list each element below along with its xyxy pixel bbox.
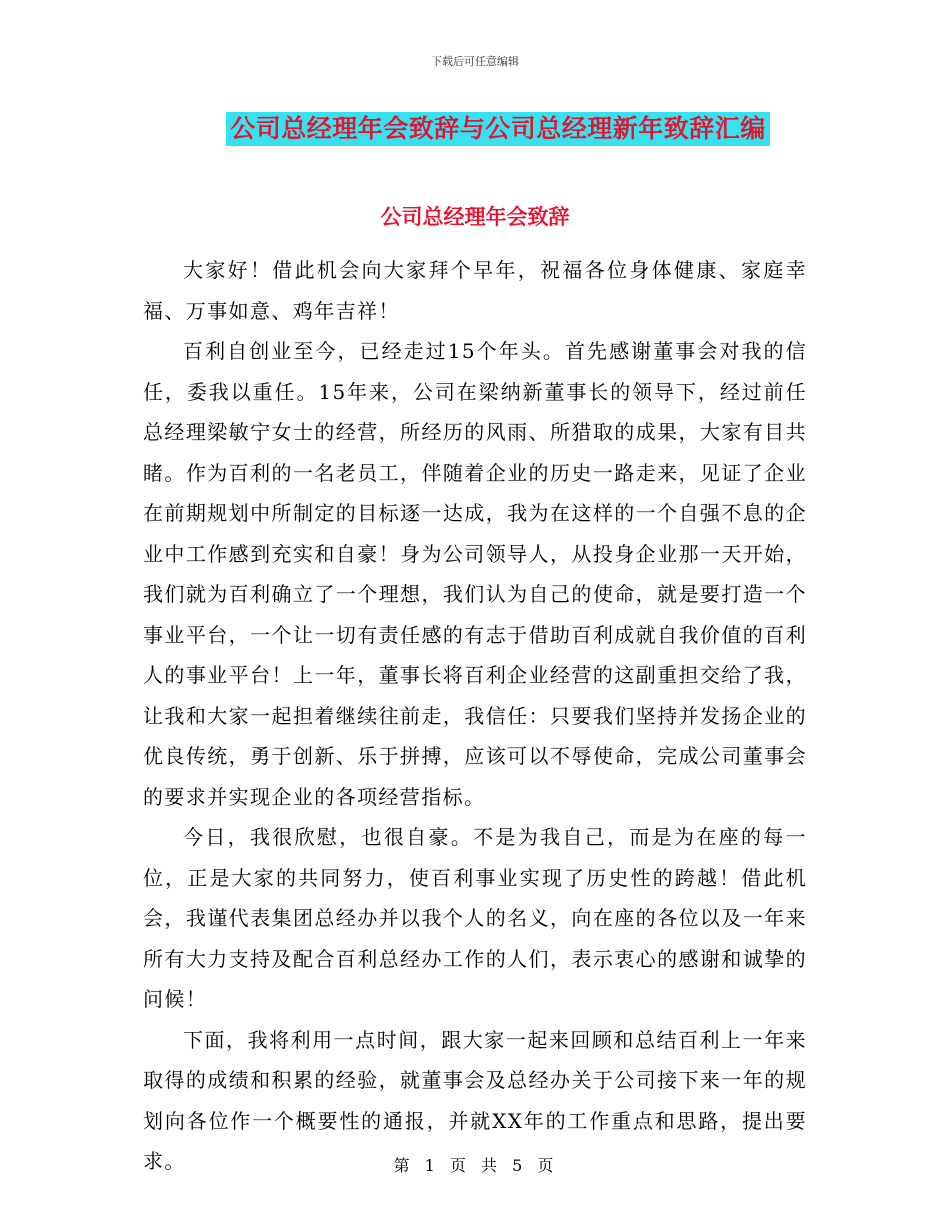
page-number-footer: 第 1 页 共 5 页 <box>393 1156 557 1175</box>
main-title-container <box>0 112 950 146</box>
main-title: 公司总经理年会致辞与公司总经理新年致辞汇编 <box>226 112 770 146</box>
header-note: 下载后可任意编辑 <box>431 55 519 68</box>
paragraph-agenda: 下面，我将利用一点时间，跟大家一起来回顾和总结百利上一年来取得的成绩和积累的经验，就董事会及总经办关于公司接下来一年的规划向各位作一个概要性的通报，并就XX年的工作重点和思路，提出要求。 <box>143 1027 807 1173</box>
paragraph-greeting: 大家好！借此机会向大家拜个早年，祝福各位身体健康、家庭幸福、万事如意、鸡年吉祥！ <box>143 258 807 323</box>
paragraph-history: 百利自创业至今，已经走过15个年头。首先感谢董事会对我的信任，委我以重任。15年来，公司在梁纳新董事长的领导下，经过前任总经理梁敏宁女士的经营，所经历的风雨、所猎取的成果，大家有目共睹。作为百利的一名老员工，伴随着企业的历史一路走来，见证了企业在前期规划中所制定的目标逐一达成，我为在这样的一个自强不息的企业中工作感到充实和自豪！身为公司领导人，从投身企业那一天开始，我们就为百利确立了一个理想，我们认为自己的使命，就是要打造一个事业平台，一个让一切有责任感的有志于借助百利成就自我价值的百利人的事业平台！上一年，董事长将百利企业经营的这副重担交给了我，让我和大家一起担着继续往前走，我信任：只要我们坚持并发扬企业的优良传统，勇于创新、乐于拼搏，应该可以不辱使命，完成公司董事会的要求并实现企业的各项经营指标。 <box>143 339 807 809</box>
paragraph-gratitude: 今日，我很欣慰，也很自豪。不是为我自己，而是为在座的每一位，正是大家的共同努力，使百利事业实现了历史性的跨越！借此机会，我谨代表集团总经办并以我个人的名义，向在座的各位以及一年来所有大力支持及配合百利总经办工作的人们，表示衷心的感谢和诚挚的问候！ <box>143 825 807 1011</box>
section-title: 公司总经理年会致辞 <box>380 205 570 229</box>
document-body <box>143 250 807 1182</box>
